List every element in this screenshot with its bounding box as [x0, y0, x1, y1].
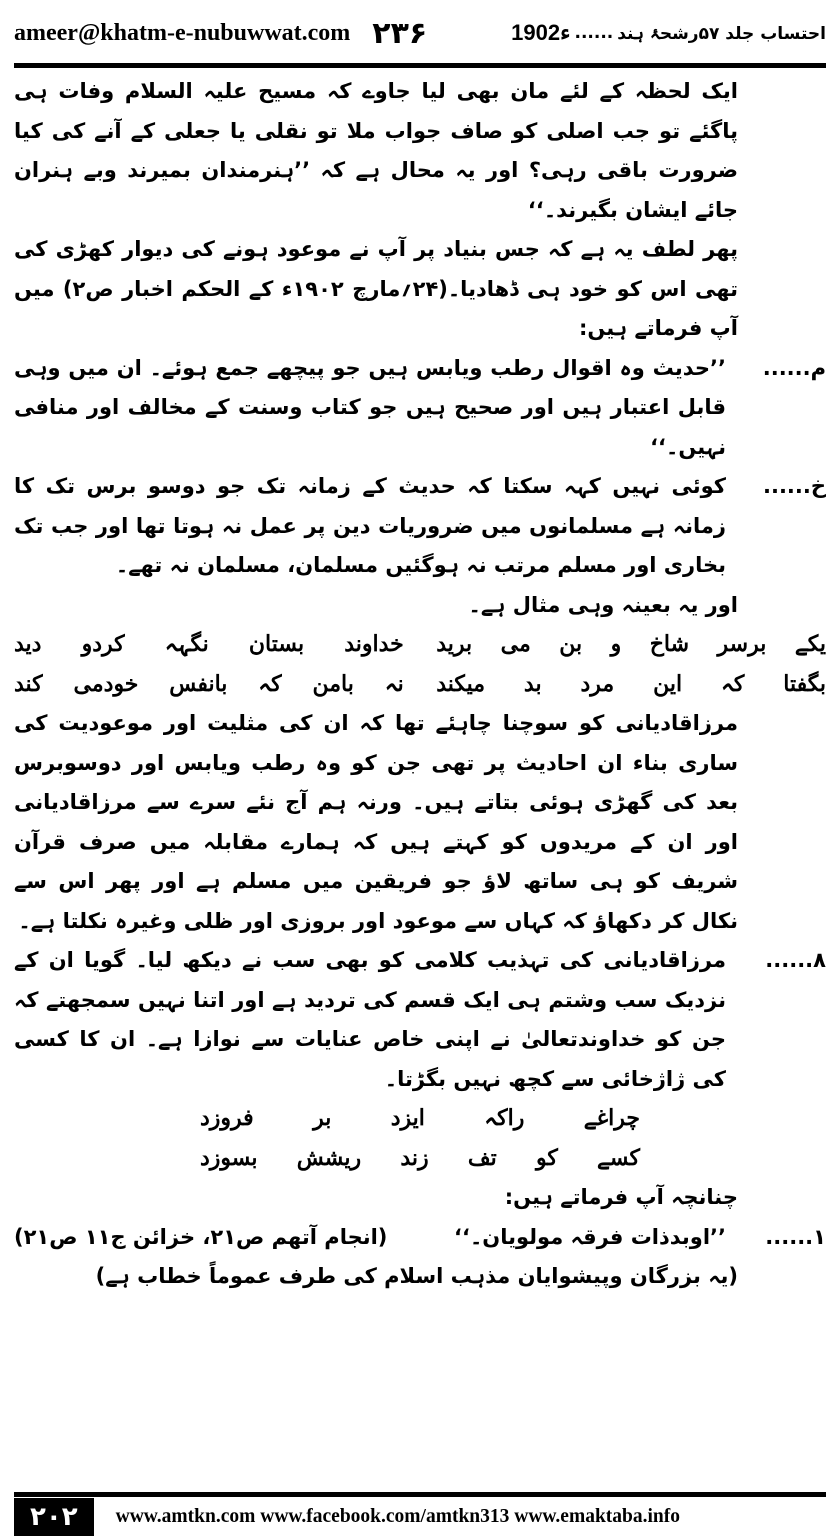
paragraph-1: ایک لحظہ کے لئے مان بھی لیا جاوے کہ مسیح علیہ السلام وفات ہی پاگئے تو جب اصلی کو صاف جواب ملا تو نقلی یا جعلی کے آنے کی کیا ضرورت باقی رہی؟ اور یہ محال ہے کہ ’’ہنرمندان بمیرند وبے ہنران جائے ایشان بگیرند۔‘‘	[14, 79, 738, 222]
page-footer	[14, 1497, 826, 1537]
paragraph-2: پھر لطف یہ ہے کہ جس بنیاد پر آپ نے موعود ہونے کی دیوار کھڑی کی تھی اس کو خود ہی ڈھادیا۔(۲۴؍مارچ ۱۹۰۲ء کے الحکم اخبار ص۲) میں آپ فرماتے ہیں:	[14, 237, 738, 340]
header-left	[14, 16, 427, 51]
footer-page-number: ۲۰۲	[14, 1498, 94, 1536]
page-header	[14, 8, 826, 58]
footer-links[interactable]: www.amtkn.com www.facebook.com/amtkn313 www.emaktaba.info	[115, 1506, 681, 1527]
poem-2-line-2: کسے کو تف زند ریشش بسوزد	[200, 1144, 640, 1171]
poem-1-line-1-a: یکے برسر شاخ و بن می برید	[436, 631, 826, 657]
page-body	[14, 72, 826, 1297]
header-year: 1902ء	[511, 20, 571, 45]
rebuttal-label: خ......	[763, 474, 826, 498]
quote-1-note: (یہ بزرگان وپیشوایان مذہب اسلام کی طرف عموماً خطاب ہے)	[95, 1264, 738, 1288]
header-page-number: ۲۳۶	[372, 15, 428, 51]
poem-1-line-2	[14, 665, 826, 705]
header-title: احتساب جلد ۵۷رشحۂ ہند	[617, 23, 826, 44]
paragraph-3: اور یہ بعینہ وہی مثال ہے۔	[468, 592, 738, 617]
hadith-quote-block	[14, 349, 826, 468]
header-dots: ......	[574, 23, 614, 43]
header-right	[511, 20, 826, 46]
quote-1-row	[14, 1218, 826, 1258]
poem-1-line-1-b: خداوند بستان نگہہ کردو دید	[14, 631, 404, 657]
point-8-text: مرزاقادیانی کی تہذیب کلامی کو بھی سب نے دیکھ لیا۔ گویا ان کے نزدیک سب وشتم ہی ایک قسم کی تردید ہے اور اتنا نہیں سمجھتے کہ جن کو خداوندتعالیٰ نے اپنی خاص عنایات سے نوازا ہے۔ ان کا کسی کی ژاژخائی سے کچھ نہیں بگڑتا۔	[14, 948, 726, 1091]
paragraph-5: چنانچہ آپ فرماتے ہیں:	[504, 1185, 738, 1209]
point-8-label: ۸......	[765, 948, 826, 972]
point-8-block	[14, 941, 826, 1099]
paragraph-4: مرزاقادیانی کو سوچنا چاہئے تھا کہ ان کی مثلیت اور موعودیت کی ساری بناء ان احادیث پر تھی جن کو وہ رطب ویابس اور دوسوبرس بعد کی گھڑی ہوئی بتاتے ہیں۔ ورنہ ہم آج نئے سرے سے مرزاقادیانی اور ان کے مریدوں کو کہتے ہیں کہ ہمارے مقابلہ میں صرف قرآن شریف کو ہی ساتھ لاؤ جو فریقین میں مسلم ہے اور پھر اس سے نکال کر دکھاؤ کہ کہاں سے موعود اور بروزی اور ظلی وغیرہ نکلتا ہے۔	[14, 711, 738, 933]
poem-2-line-1: چراغے راکہ ایزد بر فروزد	[200, 1105, 640, 1131]
poem-1-line-2-b: نہ بامن کہ بانفس خودمی کند	[14, 670, 404, 697]
header-email[interactable]: ameer@khatm-e-nubuwwat.com	[14, 19, 351, 46]
rebuttal-block	[14, 467, 826, 586]
hadith-quote-text: ’’حدیث وہ اقوال رطب ویابس ہیں جو پیچھے جمع ہوئے۔ ان میں وہی قابل اعتبار ہیں اور صحیح ہیں جو کتاب وسنت کے مخالف اور منافی نہیں۔‘‘	[14, 355, 726, 459]
quote-1-reference: (انجام آتھم ص۲۱، خزائن ج۱۱ ص۲۱)	[14, 1224, 388, 1249]
hadith-quote-label: م......	[762, 355, 826, 380]
rebuttal-text: کوئی نہیں کہہ سکتا کہ حدیث کے زمانہ تک جو دوسو برس تک کا زمانہ ہے مسلمانوں میں ضروریات دین پر عمل نہ ہوتا تھا اور جب تک بخاری اور مسلم مرتب نہ ہوگئیں مسلمان، مسلمان نہ تھے۔	[14, 474, 726, 577]
header-rule	[14, 63, 826, 68]
poem-2	[200, 1099, 640, 1178]
quote-1-label: ۱......	[765, 1224, 826, 1249]
quote-1-text: ’’اوبدذات فرقہ مولویان۔‘‘	[454, 1224, 726, 1249]
poem-1-line-1	[14, 625, 826, 665]
poem-1-line-2-a: بگفتا کہ این مرد بد میکند	[436, 670, 826, 697]
